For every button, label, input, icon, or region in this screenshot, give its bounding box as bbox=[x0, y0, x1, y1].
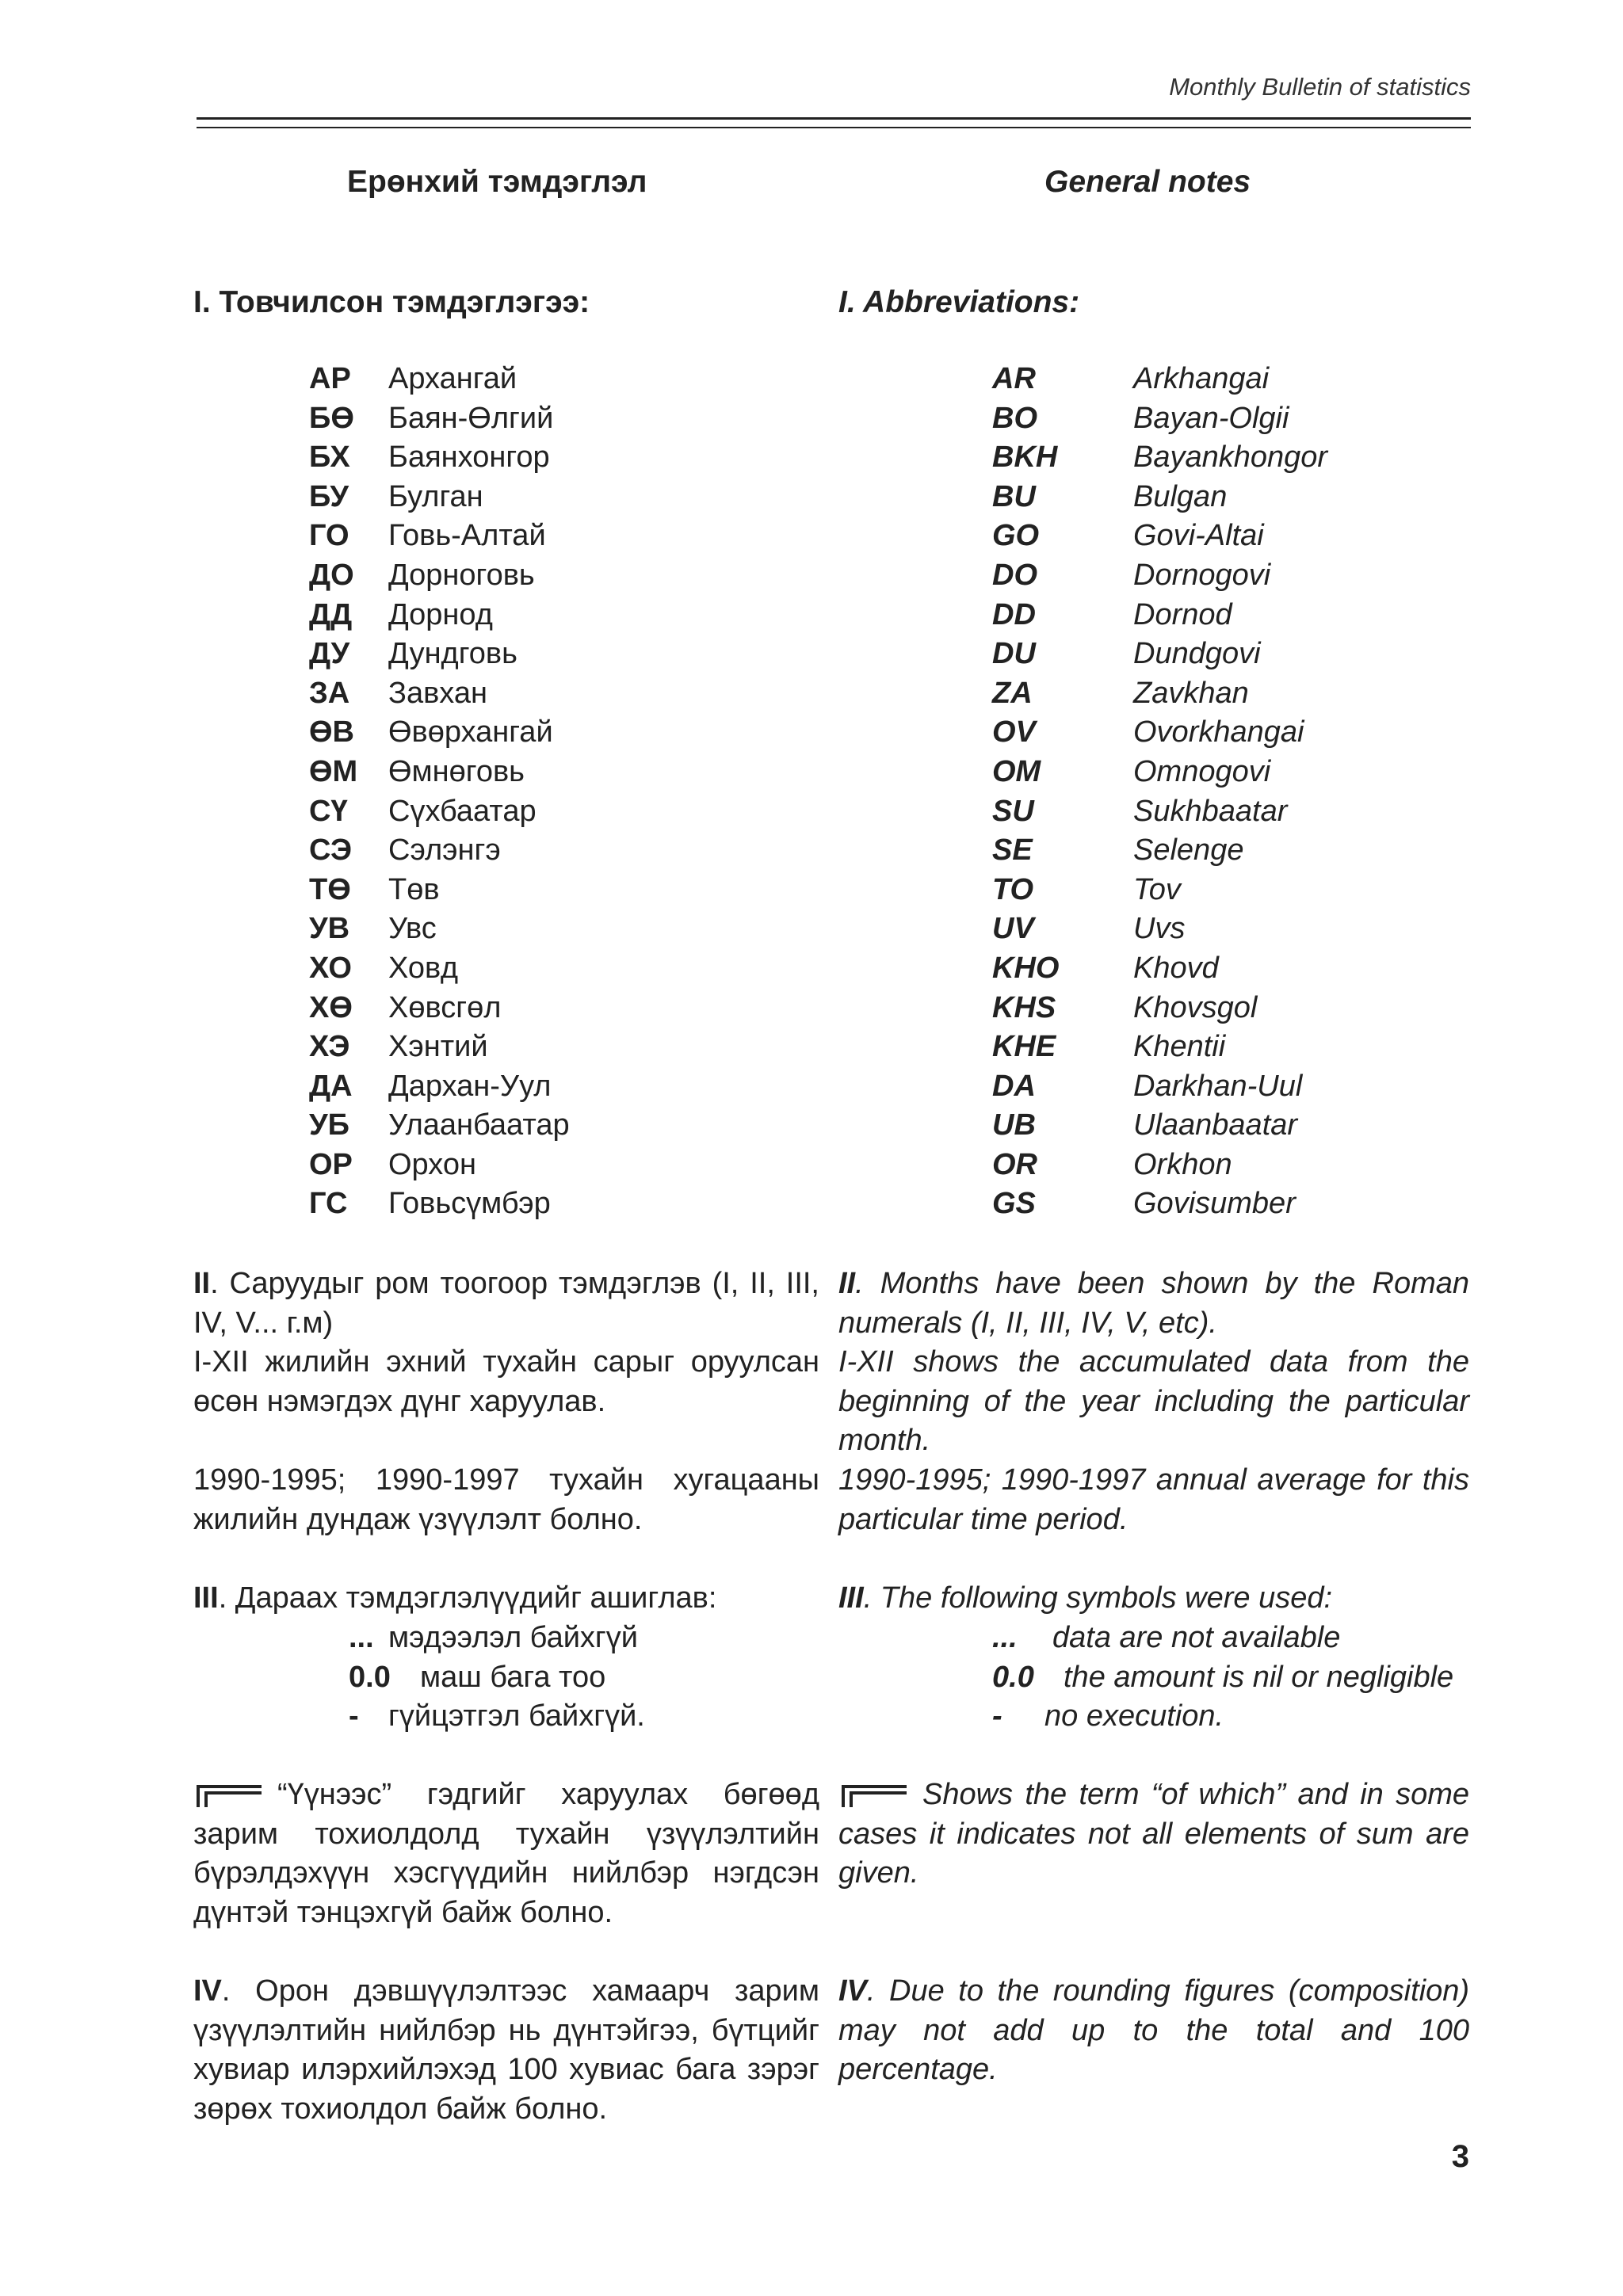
abbreviation-name: Ховд bbox=[388, 951, 458, 985]
abbreviation-code: DO bbox=[992, 558, 1037, 592]
abbreviation-name: Dornogovi bbox=[1133, 558, 1271, 592]
section4-mn bbox=[193, 1972, 819, 2129]
abbreviation-name: Bayankhongor bbox=[1133, 441, 1328, 475]
symbol-meaning: the amount is nil or negligible bbox=[1064, 1660, 1454, 1694]
abbreviation-name: Orkhon bbox=[1133, 1147, 1232, 1181]
page-title-mn: Ерөнхий тэмдэглэл bbox=[347, 165, 647, 199]
abbreviation-code: DU bbox=[992, 637, 1036, 671]
abbreviation-name: Өвөрхангай bbox=[388, 715, 553, 749]
abbreviation-name: Хөвсгөл bbox=[388, 990, 502, 1024]
abbreviation-name: Tov bbox=[1133, 872, 1181, 906]
abbreviation-name: Завхан bbox=[388, 676, 487, 710]
section2-mn bbox=[193, 1264, 819, 1539]
abbreviation-code: БУ bbox=[309, 479, 349, 513]
abbreviation-name: Ovorkhangai bbox=[1133, 715, 1304, 749]
abbreviation-code: OR bbox=[992, 1147, 1037, 1181]
abbreviation-name: Sukhbaatar bbox=[1133, 794, 1288, 828]
section1-heading-mn: I. Товчилсон тэмдэглэгээ: bbox=[193, 285, 590, 319]
abbreviation-code: DD bbox=[992, 597, 1036, 631]
section3-intro-text-en: . The following symbols were used: bbox=[863, 1581, 1333, 1615]
bracket-note-en bbox=[838, 1775, 1469, 1894]
abbreviation-code: УБ bbox=[309, 1108, 349, 1142]
abbreviation-name: Khovd bbox=[1133, 951, 1219, 985]
section3-numeral-en: III bbox=[838, 1581, 864, 1615]
abbreviation-code: SU bbox=[992, 794, 1034, 828]
abbreviation-name: Bulgan bbox=[1133, 479, 1228, 513]
abbreviation-name: Дундговь bbox=[388, 637, 517, 671]
abbreviation-name: Uvs bbox=[1133, 912, 1186, 946]
abbreviation-code: ZA bbox=[992, 676, 1033, 710]
running-header: Monthly Bulletin of statistics bbox=[1169, 73, 1471, 101]
section3-numeral-mn: III bbox=[193, 1581, 219, 1615]
symbol-glyph: ... bbox=[349, 1621, 374, 1654]
symbol-glyph: ... bbox=[992, 1621, 1018, 1654]
abbreviation-code: UV bbox=[992, 912, 1034, 946]
abbreviation-name: Төв bbox=[388, 872, 440, 906]
abbreviation-name: Сүхбаатар bbox=[388, 794, 537, 828]
section2-text1-mn: . Саруудыг ром тоогоор тэмдэглэв (I, II, III, IV, V... г.м) bbox=[193, 1267, 819, 1340]
abbreviation-code: БӨ bbox=[309, 401, 354, 435]
abbreviation-code: KHS bbox=[992, 990, 1056, 1024]
section2-text2-en: I-XII shows the accumulated data from the beginning of the year including the particular month. bbox=[838, 1345, 1469, 1458]
abbreviation-code: BU bbox=[992, 479, 1036, 513]
of-which-bracket-icon bbox=[193, 1783, 263, 1809]
of-which-bracket-icon bbox=[838, 1783, 908, 1809]
abbreviation-code: TO bbox=[992, 872, 1034, 906]
abbreviation-name: Selenge bbox=[1133, 833, 1244, 868]
abbreviation-name: Dundgovi bbox=[1133, 637, 1261, 671]
abbreviation-code: GO bbox=[992, 519, 1040, 553]
section4-text-mn: . Орон дэвшүүлэлтээс хамаарч зарим үзүүлэлтийн нийлбэр нь дүнтэйгээ, бүтцийг хувиар илэрхийлэхэд 100 хувиас бага зэрэг зөрөх тохиолдол байж болно. bbox=[193, 1974, 819, 2126]
abbreviation-code: KHO bbox=[992, 951, 1060, 985]
abbreviation-code: DA bbox=[992, 1069, 1036, 1103]
abbreviation-name: Darkhan-Uul bbox=[1133, 1069, 1303, 1103]
symbol-meaning: мэдээлэл байхгүй bbox=[388, 1621, 639, 1654]
abbreviation-name: Баян-Өлгий bbox=[388, 401, 554, 435]
bracket-note-text-en: Shows the term “of which” and in some cases it indicates not all elements of sum are given. bbox=[838, 1778, 1469, 1890]
symbol-meaning: маш бага тоо bbox=[420, 1660, 606, 1694]
symbol-meaning: data are not available bbox=[1052, 1621, 1341, 1654]
abbreviation-name: Говь-Алтай bbox=[388, 519, 546, 553]
symbol-glyph: - bbox=[349, 1699, 359, 1733]
abbreviation-name: Govi-Altai bbox=[1133, 519, 1264, 553]
abbreviation-code: ДА bbox=[309, 1069, 353, 1103]
abbreviation-code: ӨМ bbox=[309, 754, 358, 788]
abbreviation-name: Архангай bbox=[388, 362, 517, 395]
abbreviation-name: Ulaanbaatar bbox=[1133, 1108, 1298, 1142]
section2-en bbox=[838, 1264, 1469, 1539]
header-rule-secondary bbox=[197, 127, 1471, 128]
symbol-glyph: - bbox=[992, 1699, 1002, 1733]
symbol-meaning: no execution. bbox=[1044, 1699, 1224, 1733]
abbreviation-code: ДУ bbox=[309, 637, 350, 671]
abbreviation-name: Bayan-Olgii bbox=[1133, 401, 1289, 435]
abbreviation-name: Omnogovi bbox=[1133, 754, 1271, 788]
abbreviation-name: Arkhangai bbox=[1133, 362, 1270, 395]
abbreviation-code: ГО bbox=[309, 519, 349, 553]
abbreviation-code: СЭ bbox=[309, 833, 352, 868]
abbreviation-code: OM bbox=[992, 754, 1041, 788]
header-rule bbox=[197, 117, 1471, 120]
section3-intro-text-mn: . Дараах тэмдэглэлүүдийг ашиглав: bbox=[218, 1581, 717, 1615]
abbreviation-code: AR bbox=[992, 362, 1036, 395]
section1-heading-en: I. Abbreviations: bbox=[838, 285, 1080, 319]
abbreviation-code: ГС bbox=[309, 1187, 348, 1221]
abbreviation-name: Дархан-Уул bbox=[388, 1069, 552, 1103]
abbreviation-name: Орхон bbox=[388, 1147, 476, 1181]
abbreviation-name: Khovsgol bbox=[1133, 990, 1258, 1024]
section2-text1-en: . Months have been shown by the Roman numerals (I, II, III, IV, V, etc). bbox=[838, 1267, 1469, 1340]
abbreviation-code: ХО bbox=[309, 951, 352, 985]
symbol-glyph: 0.0 bbox=[992, 1660, 1034, 1694]
abbreviation-code: ДД bbox=[309, 597, 353, 631]
abbreviation-code: АР bbox=[309, 362, 351, 395]
abbreviation-name: Сэлэнгэ bbox=[388, 833, 501, 868]
abbreviation-name: Govisumber bbox=[1133, 1187, 1296, 1221]
bracket-note-mn bbox=[193, 1775, 819, 1932]
abbreviation-code: СҮ bbox=[309, 794, 348, 828]
abbreviation-code: ТӨ bbox=[309, 872, 351, 906]
abbreviation-code: ХЭ bbox=[309, 1030, 350, 1064]
section4-text-en: . Due to the rounding figures (composition) may not add up to the total and 100 percentage. bbox=[838, 1974, 1469, 2087]
abbreviation-name: Zavkhan bbox=[1133, 676, 1249, 710]
abbreviation-name: Өмнөговь bbox=[388, 754, 525, 788]
abbreviation-code: ӨВ bbox=[309, 715, 354, 749]
symbol-meaning: гүйцэтгэл байхгүй. bbox=[388, 1699, 645, 1733]
abbreviation-name: Улаанбаатар bbox=[388, 1108, 570, 1142]
section4-numeral-mn: IV bbox=[193, 1974, 222, 2008]
section2-text3-mn: 1990-1995; 1990-1997 тухайн хугацааны жилийн дундаж үзүүлэлт болно. bbox=[193, 1463, 819, 1536]
abbreviation-name: Khentii bbox=[1133, 1030, 1226, 1064]
page-number: 3 bbox=[1451, 2139, 1469, 2174]
abbreviation-code: БХ bbox=[309, 441, 350, 475]
abbreviation-code: ОР bbox=[309, 1147, 353, 1181]
abbreviation-code: BO bbox=[992, 401, 1037, 435]
page-title-en: General notes bbox=[1044, 165, 1251, 199]
abbreviation-code: ДО bbox=[309, 558, 354, 592]
abbreviation-name: Увс bbox=[388, 912, 437, 946]
abbreviation-name: Dornod bbox=[1133, 597, 1232, 631]
abbreviation-code: BKH bbox=[992, 441, 1058, 475]
abbreviation-code: KHE bbox=[992, 1030, 1056, 1064]
abbreviation-name: Дорнод bbox=[388, 597, 493, 631]
section2-numeral-mn: II bbox=[193, 1267, 211, 1300]
section2-numeral-en: II bbox=[838, 1267, 856, 1300]
abbreviation-code: ЗА bbox=[309, 676, 350, 710]
section4-en bbox=[838, 1972, 1469, 2090]
abbreviation-code: UB bbox=[992, 1108, 1036, 1142]
abbreviation-name: Хэнтий bbox=[388, 1030, 488, 1064]
abbreviation-name: Баянхонгор bbox=[388, 441, 550, 475]
symbol-glyph: 0.0 bbox=[349, 1660, 391, 1694]
section3-intro-mn bbox=[193, 1579, 819, 1619]
section4-numeral-en: IV bbox=[838, 1974, 867, 2008]
abbreviation-name: Дорноговь bbox=[388, 558, 535, 592]
abbreviation-code: GS bbox=[992, 1187, 1036, 1221]
section3-intro-en bbox=[838, 1579, 1469, 1619]
section2-text3-en: 1990-1995; 1990-1997 annual average for this particular time period. bbox=[838, 1463, 1469, 1536]
abbreviation-code: SE bbox=[992, 833, 1033, 868]
bracket-note-text-mn: “Үүнээс” гэдгийг харуулах бөгөөд зарим тохиолдолд тухайн үзүүлэлтийн бүрэлдэхүүн хэсгүүдийн нийлбэр нэгдсэн дүнтэй тэнцэхгүй байж болно. bbox=[193, 1778, 819, 1929]
section2-text2-mn: I-XII жилийн эхний тухайн сарыг оруулсан өсөн нэмэгдэх дүнг харуулав. bbox=[193, 1345, 819, 1418]
abbreviation-name: Говьсүмбэр bbox=[388, 1187, 551, 1221]
abbreviation-code: OV bbox=[992, 715, 1036, 749]
abbreviation-name: Булган bbox=[388, 479, 483, 513]
abbreviation-code: ХӨ bbox=[309, 990, 353, 1024]
abbreviation-code: УВ bbox=[309, 912, 350, 946]
